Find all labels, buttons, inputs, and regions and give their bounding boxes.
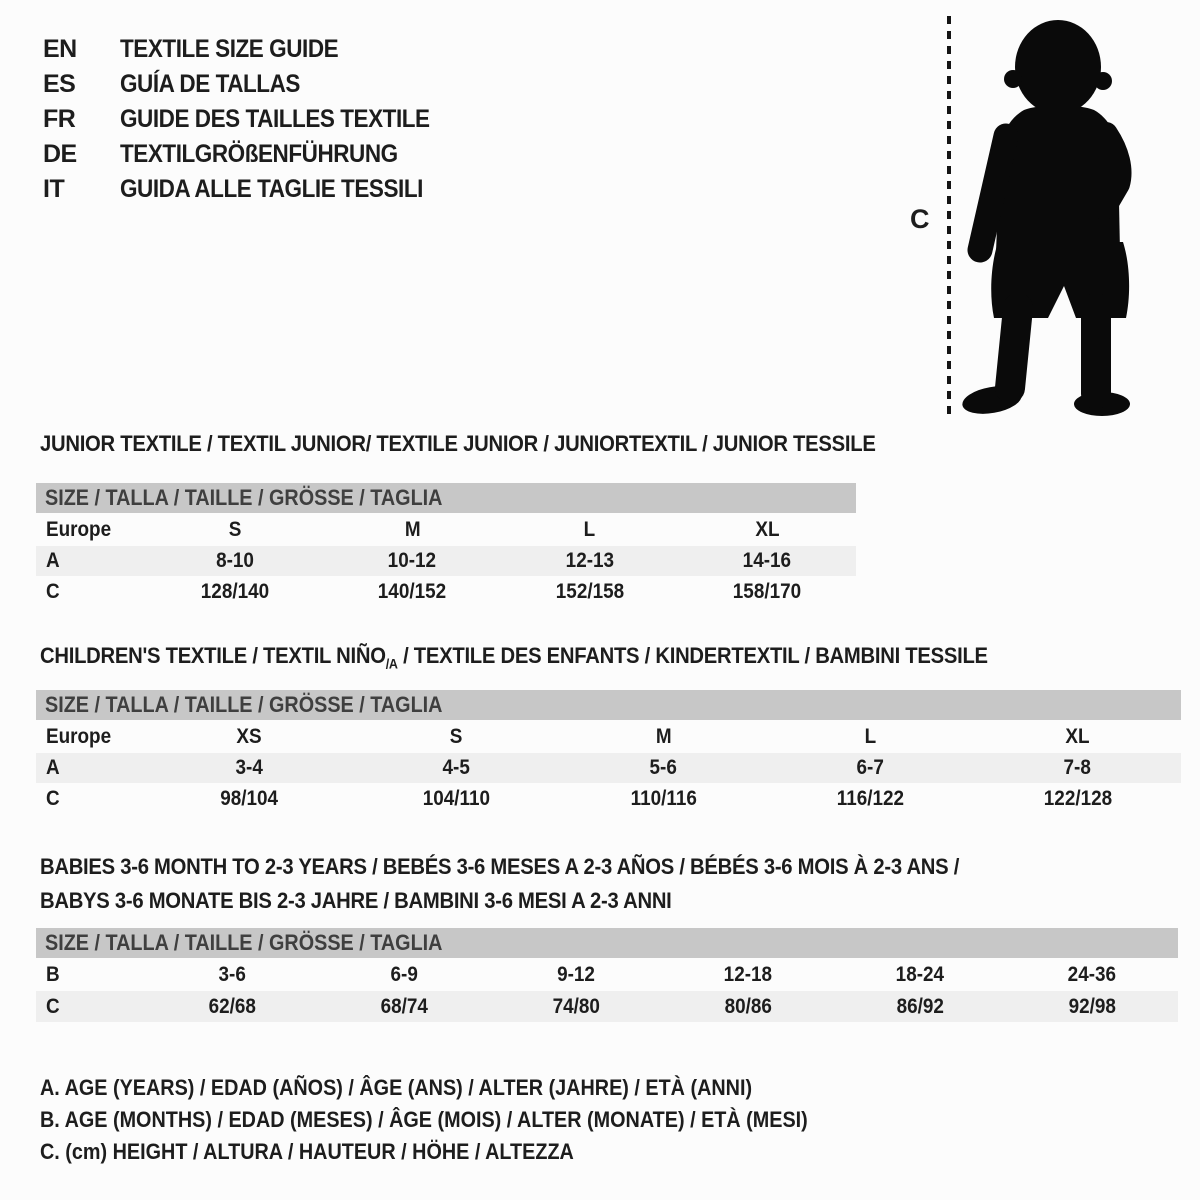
table-row <box>36 720 1181 753</box>
language-row <box>43 137 464 172</box>
guide-title: TEXTILGRÖßENFÜHRUNG <box>120 140 398 168</box>
table-cell: 14-16 <box>743 549 792 572</box>
table-cell: 152/158 <box>555 579 624 603</box>
language-row <box>43 172 464 207</box>
table-cell: 86/92 <box>896 994 944 1018</box>
guide-title: GUIDA ALLE TAGLIE TESSILI <box>120 175 423 203</box>
table-cell: 9-12 <box>557 962 595 986</box>
language-code: IT <box>43 175 65 203</box>
measurement-legend <box>40 1072 893 1168</box>
row-label: A <box>46 756 60 779</box>
table-cell: 18-24 <box>895 962 945 986</box>
table-row <box>36 576 856 607</box>
table-cell: S <box>450 724 463 748</box>
table-row <box>36 513 856 546</box>
table-cell: 62/68 <box>208 994 256 1018</box>
language-row <box>43 102 464 137</box>
table-cell: XL <box>755 517 780 541</box>
legend-line-a: A. AGE (YEARS) / EDAD (AÑOS) / ÂGE (ANS) / ALTER (JAHRE) / ETÀ (ANNI) <box>40 1075 753 1100</box>
table-cell: 12-18 <box>723 962 773 986</box>
language-code: ES <box>43 70 76 98</box>
language-row <box>43 32 464 67</box>
table-cell: 140/152 <box>378 579 447 603</box>
table-cell: L <box>864 724 877 748</box>
table-cell: L <box>583 517 596 541</box>
table-cell: 10-12 <box>388 549 437 572</box>
junior-size-table <box>36 483 856 607</box>
table-row <box>36 958 1178 991</box>
table-cell: 3-4 <box>235 756 264 779</box>
table-cell: 104/110 <box>422 786 491 810</box>
language-title-list <box>43 32 464 207</box>
legend-line-b: B. AGE (MONTHS) / EDAD (MESES) / ÂGE (MOIS) / ALTER (MONATE) / ETÀ (MESI) <box>40 1107 808 1132</box>
row-label: A <box>46 549 60 572</box>
table-cell: 3-6 <box>218 962 246 986</box>
height-measure-label: C <box>910 204 930 234</box>
table-cell: 158/170 <box>733 579 802 603</box>
table-cell: M <box>655 724 672 748</box>
row-label: Europe <box>46 517 112 541</box>
table-cell: 68/74 <box>380 994 428 1018</box>
toddler-silhouette-icon <box>960 12 1140 420</box>
table-cell: 6-7 <box>856 756 885 779</box>
table-cell: 74/80 <box>552 994 600 1018</box>
row-label: C <box>46 579 60 603</box>
size-header-bar: SIZE / TALLA / TAILLE / GRÖSSE / TAGLIA <box>36 483 856 513</box>
table-cell: 80/86 <box>724 994 772 1018</box>
babies-size-table <box>36 928 1178 1022</box>
children-section-title: CHILDREN'S TEXTILE / TEXTIL $NIÑO_{/A}$ / TEXTILE DES ENFANTS / KINDERTEXTIL / BAMBINI TESSILE <box>40 643 988 672</box>
table-cell: 7-8 <box>1063 756 1092 779</box>
table-row <box>36 546 856 576</box>
size-header-bar: SIZE / TALLA / TAILLE / GRÖSSE / TAGLIA <box>36 928 1178 958</box>
table-cell: 110/116 <box>630 786 697 810</box>
children-size-table <box>36 690 1181 814</box>
table-cell: 24-36 <box>1067 962 1117 986</box>
language-code: EN <box>43 35 77 63</box>
row-label: C <box>46 994 60 1018</box>
row-label: C <box>46 786 60 810</box>
babies-section-title: BABIES 3-6 MONTH TO 2-3 YEARS / BEBÉS 3-6 MESES A 2-3 AÑOS / BÉBÉS 3-6 MOIS À 2-3 ANS / BABYS 3-6 MONATE BIS 2-3 JAHRE / BAMBINI 3-6 MESI A 2-3 ANNI <box>40 854 960 913</box>
height-dashed-line <box>947 16 951 418</box>
table-cell: 98/104 <box>220 786 279 810</box>
table-cell: M <box>404 517 421 541</box>
guide-title: GUIDE DES TAILLES TEXTILE <box>120 105 430 133</box>
legend-line-c: C. (cm) HEIGHT / ALTURA / HAUTEUR / HÖHE / ALTEZZA <box>40 1139 574 1164</box>
table-cell: 116/122 <box>836 786 905 810</box>
table-cell: S <box>228 517 242 541</box>
table-cell: XL <box>1065 724 1090 748</box>
table-cell: XS <box>236 724 263 748</box>
row-label: B <box>46 962 60 986</box>
language-code: DE <box>43 140 77 168</box>
junior-section-title: JUNIOR TEXTILE / TEXTIL JUNIOR/ TEXTILE JUNIOR / JUNIORTEXTIL / JUNIOR TESSILE <box>40 431 876 456</box>
table-cell: 122/128 <box>1043 786 1112 810</box>
table-row <box>36 783 1181 814</box>
table-row <box>36 753 1181 783</box>
guide-title: TEXTILE SIZE GUIDE <box>120 35 339 63</box>
row-label: Europe <box>46 724 112 748</box>
table-cell: 128/140 <box>200 579 269 603</box>
table-cell: 12-13 <box>565 549 614 572</box>
language-row <box>43 67 464 102</box>
table-cell: 92/98 <box>1068 994 1116 1018</box>
language-code: FR <box>43 105 76 133</box>
table-cell: 8-10 <box>215 549 254 572</box>
table-cell: 6-9 <box>390 962 418 986</box>
table-row <box>36 991 1178 1022</box>
table-cell: 5-6 <box>649 756 678 779</box>
table-cell: 4-5 <box>442 756 471 779</box>
size-header-bar: SIZE / TALLA / TAILLE / GRÖSSE / TAGLIA <box>36 690 1181 720</box>
guide-title: GUÍA DE TALLAS <box>120 70 300 98</box>
